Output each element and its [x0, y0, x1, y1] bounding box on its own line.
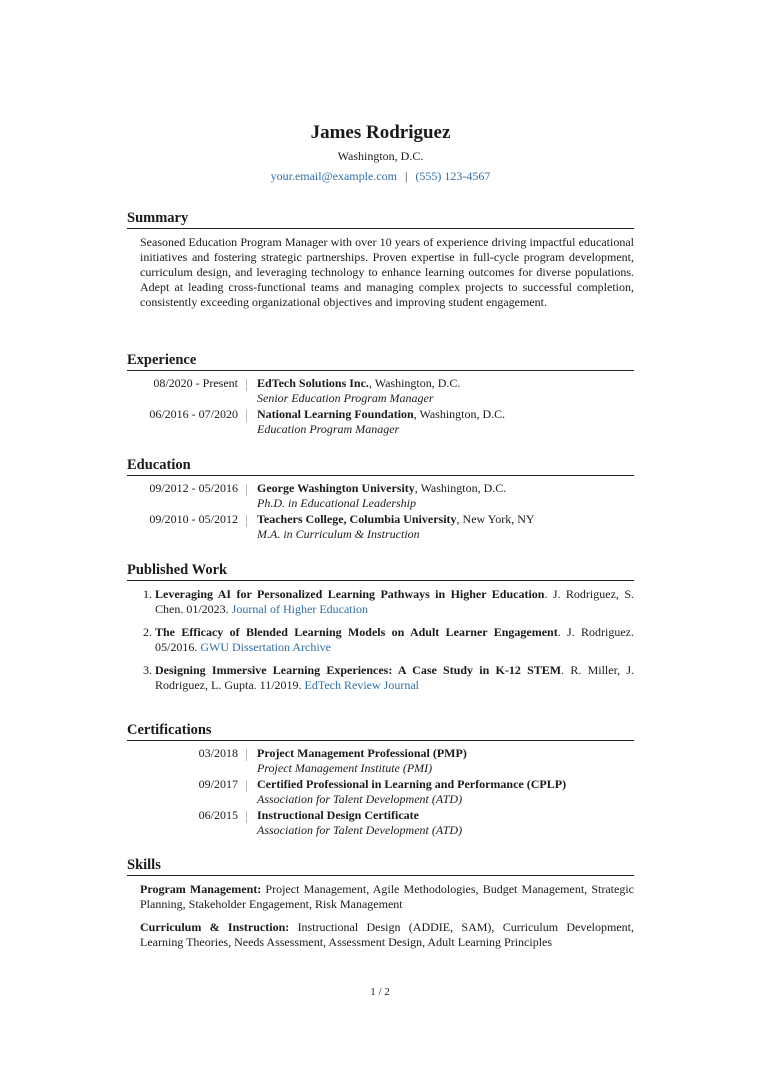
skill-group-label: Program Management:: [140, 882, 262, 896]
page-number: 1 / 2: [370, 986, 390, 998]
publication-details: . J. Rodriguez. 05/2016.: [155, 625, 635, 654]
summary-text: Seasoned Education Program Manager with over 10 years of experience driving impactful educational initiatives and fostering strategic partnerships. Proven expertise in full-cycle program development, curriculum design, and leveraging technology to enhance learning outcomes for diverse populations. Adept at leading cross-functional teams and managing complex projects to successful completion, consistently exceeding organizational objectives and improving student engagement.: [140, 235, 634, 309]
published-work-heading: Published Work: [127, 561, 634, 581]
entry-date: 06/2016 - 07/2020: [127, 407, 247, 437]
candidate-location: Washington, D.C.: [337, 149, 424, 163]
entry-org: George Washington University: [257, 481, 415, 495]
certifications-heading: Certifications: [127, 721, 634, 741]
experience-heading: Experience: [127, 351, 634, 371]
publication-title: Leveraging AI for Personalized Learning Pathways in Higher Education: [155, 587, 545, 601]
certification-entry: [127, 746, 634, 776]
entry-degree: M.A. in Curriculum & Instruction: [257, 527, 420, 541]
skills-section: [127, 856, 634, 950]
skill-group: [140, 882, 634, 912]
entry-place: , Washington, D.C.: [413, 407, 506, 421]
published-work-section: [127, 561, 634, 701]
certification-name: Project Management Professional (PMP): [257, 746, 467, 760]
entry-role: Education Program Manager: [257, 422, 400, 436]
summary-section: [127, 209, 634, 310]
publication-title: Designing Immersive Learning Experiences: A Case Study in K-12 STEM: [155, 663, 562, 677]
entry-role: Senior Education Program Manager: [257, 391, 434, 405]
certification-issuer: Project Management Institute (PMI): [257, 761, 433, 775]
publication-item: [127, 625, 634, 655]
publication-venue-link[interactable]: GWU Dissertation Archive: [200, 640, 331, 654]
education-entry: [127, 512, 634, 542]
entry-org: Teachers College, Columbia University: [257, 512, 457, 526]
entry-degree: Ph.D. in Educational Leadership: [257, 496, 416, 510]
certification-issuer: Association for Talent Development (ATD): [257, 792, 463, 806]
publication-number: 1.: [143, 587, 152, 601]
entry-place: , Washington, D.C.: [368, 376, 461, 390]
skill-group: [140, 920, 634, 950]
publication-details: . J. Rodriguez, S. Chen. 01/2023.: [155, 587, 634, 616]
publication-venue-link[interactable]: Journal of Higher Education: [231, 602, 368, 616]
skill-group-list: Instructional Design (ADDIE, SAM), Curriculum Development, Learning Theories, Needs Assessment, Assessment Design, Adult Learning Principles: [140, 920, 634, 949]
certification-name: Certified Professional in Learning and Performance (CPLP): [257, 777, 567, 791]
certification-entry: [127, 808, 634, 838]
phone-link[interactable]: (555) 123-4567: [415, 169, 491, 183]
experience-entry: [127, 376, 634, 406]
contact-separator: |: [404, 169, 408, 183]
experience-entry: [127, 407, 634, 437]
publication-item: [127, 587, 634, 617]
contact-line: [127, 168, 634, 184]
candidate-name: James Rodriguez: [310, 122, 451, 143]
publication-title: The Efficacy of Blended Learning Models on Adult Learner Engagement: [155, 625, 558, 639]
certification-issuer: Association for Talent Development (ATD): [257, 823, 463, 837]
entry-date: 09/2017: [127, 777, 247, 807]
entry-date: 06/2015: [127, 808, 247, 838]
entry-place: , New York, NY: [456, 512, 535, 526]
entry-date: 09/2010 - 05/2012: [127, 512, 247, 542]
certification-entry: [127, 777, 634, 807]
entry-date: 09/2012 - 05/2016: [127, 481, 247, 511]
education-section: [127, 456, 634, 542]
summary-heading: Summary: [127, 209, 634, 229]
publication-item: [127, 663, 634, 693]
entry-place: , Washington, D.C.: [414, 481, 507, 495]
skill-group-label: Curriculum & Instruction:: [140, 920, 290, 934]
entry-org: EdTech Solutions Inc.: [257, 376, 369, 390]
education-heading: Education: [127, 456, 634, 476]
entry-date: 08/2020 - Present: [127, 376, 247, 406]
education-entry: [127, 481, 634, 511]
entry-date: 03/2018: [127, 746, 247, 776]
publication-number: 2.: [143, 625, 152, 639]
certifications-section: [127, 721, 634, 838]
resume-header: [127, 121, 634, 184]
entry-org: National Learning Foundation: [257, 407, 414, 421]
skill-group-list: Project Management, Agile Methodologies, Budget Management, Strategic Planning, Stakeholder Engagement, Risk Management: [140, 882, 634, 911]
experience-section: [127, 351, 634, 437]
publication-number: 3.: [143, 663, 152, 677]
email-link[interactable]: your.email@example.com: [270, 169, 397, 183]
certification-name: Instructional Design Certificate: [257, 808, 419, 822]
skills-heading: Skills: [127, 856, 634, 876]
publication-details: . R. Miller, J. Rodriguez, L. Gupta. 11/2019.: [155, 663, 634, 692]
publication-venue-link[interactable]: EdTech Review Journal: [304, 678, 419, 692]
